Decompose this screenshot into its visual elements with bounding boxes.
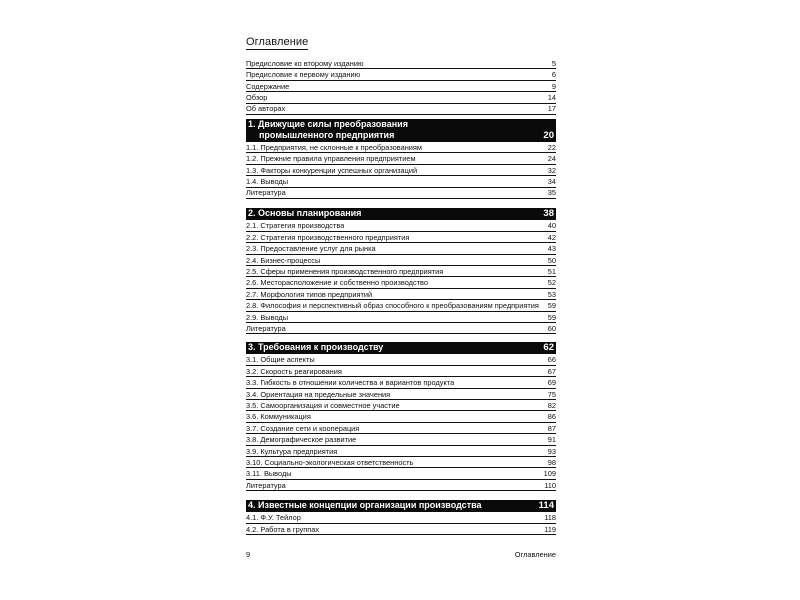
entry-page: 118 <box>544 513 556 523</box>
toc-row <box>246 243 556 254</box>
toc-row <box>246 457 556 468</box>
entry-label: 2.4. Бизнес-процессы <box>246 255 321 265</box>
entry-label: 3.6. Коммуникация <box>246 412 311 422</box>
chapter-heading <box>246 500 556 512</box>
toc-row <box>246 434 556 445</box>
entry-label: 1.2. Прежние правила управления предприятием <box>246 154 416 164</box>
entry-label: 1.4. Выводы <box>246 177 289 187</box>
entry-label: Предисловие ко второму изданию <box>246 58 364 68</box>
toc-row <box>246 278 556 289</box>
entry-page: 22 <box>547 142 556 152</box>
page-footer <box>246 550 556 559</box>
entry-label: Содержание <box>246 81 290 91</box>
chapter-title-line: 2. Основы планирования <box>248 208 362 218</box>
page-title: Оглавление <box>246 36 309 48</box>
entry-label: 3.1. Общие аспекты <box>246 355 315 365</box>
toc-row <box>246 153 556 164</box>
entry-page: 53 <box>547 289 556 299</box>
entry-label: 3.2. Скорость реагирования <box>246 366 342 376</box>
entry-label: 1.3. Факторы конкуренции успешных организаций <box>246 165 418 175</box>
toc-row <box>246 366 556 377</box>
chapter-heading <box>246 119 556 142</box>
entry-label: 3.4. Ориентация на предельные значения <box>246 389 391 399</box>
entry-label: Обзор <box>246 93 268 103</box>
toc-row <box>246 289 556 300</box>
entry-page: 43 <box>547 244 556 254</box>
entry-label: 1.1. Предприятия, не склонные к преобразованиям <box>246 142 422 152</box>
entry-page: 69 <box>547 378 556 388</box>
entry-page: 6 <box>551 70 556 80</box>
toc-row <box>246 412 556 423</box>
entry-page: 87 <box>547 423 556 433</box>
entry-page: 24 <box>547 154 556 164</box>
entry-label: Литература <box>246 188 286 198</box>
chapter-heading <box>246 208 556 220</box>
entry-page: 14 <box>547 93 556 103</box>
entry-page: 34 <box>547 177 556 187</box>
toc-row <box>246 355 556 366</box>
toc-row <box>246 423 556 434</box>
footer-page-number: 9 <box>246 550 251 559</box>
chapter-heading <box>246 342 556 354</box>
entry-page: 52 <box>547 278 556 288</box>
toc-row <box>246 323 556 334</box>
entry-page: 35 <box>547 188 556 198</box>
toc-row <box>246 176 556 187</box>
chapter-page: 62 <box>543 342 554 353</box>
chapter-page: 38 <box>543 208 554 219</box>
entry-page: 59 <box>547 312 556 322</box>
entry-page: 109 <box>543 469 556 479</box>
entry-label: 4.1. Ф.У. Тейлор <box>246 513 301 523</box>
entry-page: 59 <box>547 301 556 311</box>
entry-label: 3.8. Демографическое развитие <box>246 435 357 445</box>
entry-label: 2.1. Стратегия производства <box>246 221 345 231</box>
entry-page: 93 <box>547 446 556 456</box>
entry-label: 2.5. Сферы применения производственного предприятия <box>246 266 444 276</box>
entry-page: 98 <box>547 457 556 467</box>
entry-label: 3.7. Создание сети и кооперация <box>246 423 360 433</box>
entry-page: 86 <box>547 412 556 422</box>
entry-page: 66 <box>547 355 556 365</box>
toc-row <box>246 266 556 277</box>
chapter-title-line: промышленного предприятия <box>259 130 395 140</box>
entry-label: 3.11. Выводы <box>246 469 292 479</box>
entry-label: 2.8. Философия и перспективный образ способного к преобразованиям предприятия <box>246 301 539 311</box>
entry-page: 51 <box>547 266 556 276</box>
toc-row <box>246 446 556 457</box>
entry-label: Об авторах <box>246 104 286 114</box>
entry-page: 40 <box>547 221 556 231</box>
entry-page: 67 <box>547 366 556 376</box>
toc-row <box>246 513 556 524</box>
entry-label: 2.6. Месторасположение и собственно производство <box>246 278 429 288</box>
toc-row <box>246 524 556 535</box>
toc-row <box>246 142 556 153</box>
toc-row <box>246 255 556 266</box>
front-row <box>246 81 556 92</box>
entry-label: 3.10. Социально-экологическая ответственность <box>246 457 414 467</box>
front-row <box>246 58 556 69</box>
entry-label: 2.2. Стратегия производственного предприятия <box>246 232 410 242</box>
entry-label: 3.9. Культура предприятия <box>246 446 338 456</box>
toc-row <box>246 312 556 323</box>
toc-row <box>246 188 556 199</box>
entry-page: 9 <box>551 81 556 91</box>
entry-page: 82 <box>547 400 556 410</box>
toc-row <box>246 389 556 400</box>
toc-row <box>246 300 556 311</box>
front-row <box>246 69 556 80</box>
front-row <box>246 104 556 115</box>
entry-label: Литература <box>246 323 286 333</box>
entry-page: 91 <box>547 435 556 445</box>
chapter-page: 20 <box>543 130 554 141</box>
entry-page: 42 <box>547 232 556 242</box>
entry-page: 110 <box>544 480 556 490</box>
entry-label: 2.3. Предоставление услуг для рынка <box>246 244 376 254</box>
entry-page: 32 <box>547 165 556 175</box>
entry-page: 60 <box>547 323 556 333</box>
entry-label: 2.7. Морфология типов предприятий <box>246 289 373 299</box>
entry-label: 3.5. Самоорганизация и совместное участие <box>246 400 400 410</box>
entry-page: 5 <box>551 58 556 68</box>
chapter-title-line: 3. Требования к производству <box>248 342 384 352</box>
entry-page: 119 <box>544 524 556 534</box>
entry-label: Литература <box>246 480 286 490</box>
entry-page: 17 <box>547 104 556 114</box>
entry-page: 75 <box>547 389 556 399</box>
toc-row <box>246 400 556 411</box>
entry-label: 3.3. Гибкость в отношении количества и вариантов продукта <box>246 378 455 388</box>
entry-page: 50 <box>547 255 556 265</box>
entry-label: 4.2. Работа в группах <box>246 524 320 534</box>
toc-row <box>246 221 556 232</box>
front-row <box>246 92 556 103</box>
toc-row <box>246 377 556 388</box>
entry-label: Предисловие к первому изданию <box>246 70 361 80</box>
chapter-title-line: 1. Движущие силы преобразования <box>248 119 408 129</box>
chapter-title-line: 4. Известные концепции организации производства <box>248 500 482 510</box>
toc-row <box>246 232 556 243</box>
toc-row <box>246 165 556 176</box>
toc-row <box>246 469 556 480</box>
toc-row <box>246 480 556 491</box>
footer-section-title: Оглавление <box>514 550 556 559</box>
chapter-page: 114 <box>538 500 554 511</box>
entry-label: 2.9. Выводы <box>246 312 289 322</box>
